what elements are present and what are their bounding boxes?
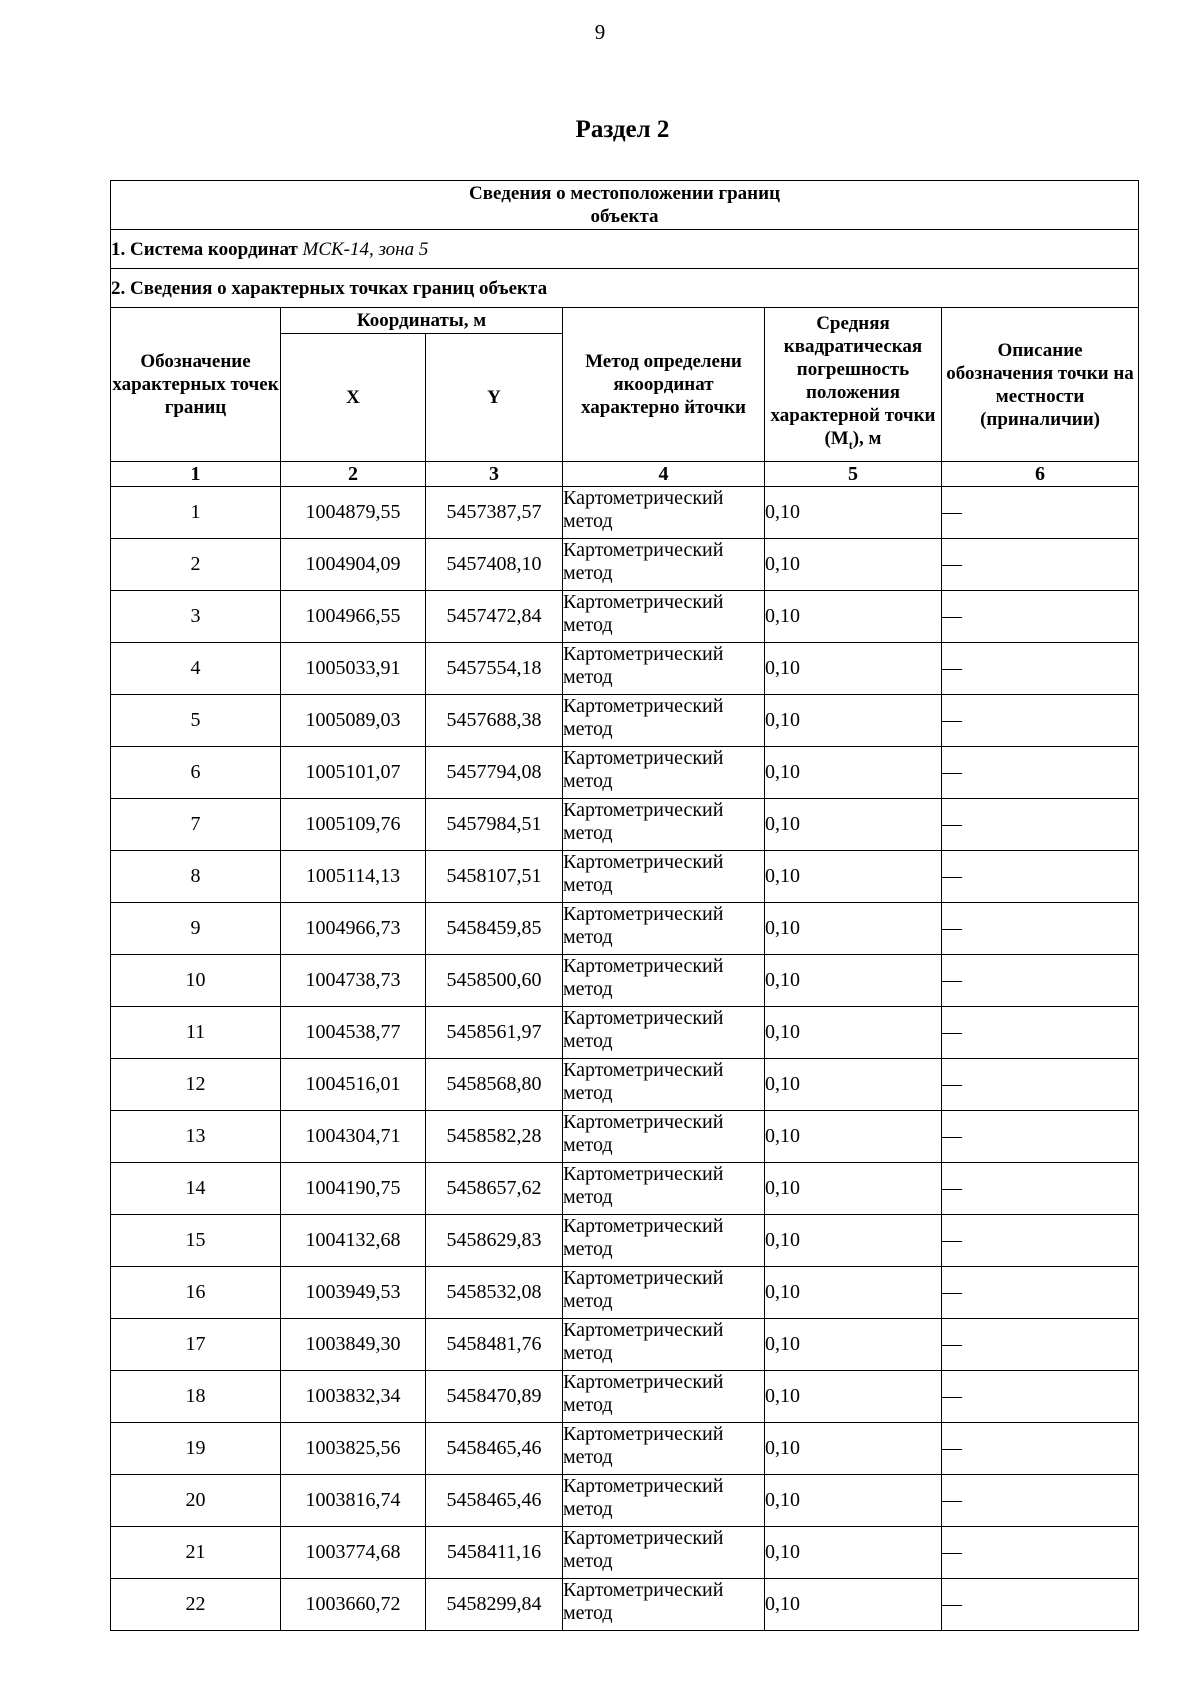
point-id-cell: 3 <box>111 591 281 643</box>
x-coordinate-cell: 1004190,75 <box>281 1163 426 1215</box>
y-coordinate-cell: 5457688,38 <box>426 695 563 747</box>
method-cell: Картометрический метод <box>563 1527 765 1579</box>
error-cell: 0,10 <box>765 695 942 747</box>
table-body <box>111 181 1139 1631</box>
y-coordinate-cell: 5458500,60 <box>426 955 563 1007</box>
coord-system-value: МСК-14, зона 5 <box>302 238 429 260</box>
y-coordinate-cell: 5458107,51 <box>426 851 563 903</box>
method-cell: Картометрический метод <box>563 747 765 799</box>
header-error <box>765 308 942 462</box>
header-description: Описание обозначения точки на местности (приналичии) <box>942 308 1139 462</box>
table-title-line1: Сведения о местоположении границ <box>469 183 781 204</box>
error-cell: 0,10 <box>765 955 942 1007</box>
description-cell: — <box>942 1059 1139 1111</box>
error-cell: 0,10 <box>765 1163 942 1215</box>
point-id-cell: 6 <box>111 747 281 799</box>
table-row <box>111 695 1139 747</box>
description-cell: — <box>942 591 1139 643</box>
method-cell: Картометрический метод <box>563 1163 765 1215</box>
header-error-sub: t <box>848 437 853 452</box>
points-heading: 2. Сведения о характерных точках границ объекта <box>111 269 1139 308</box>
table-row <box>111 1579 1139 1631</box>
point-id-cell: 21 <box>111 1527 281 1579</box>
y-coordinate-cell: 5458470,89 <box>426 1371 563 1423</box>
table-row <box>111 1007 1139 1059</box>
y-coordinate-cell: 5458481,76 <box>426 1319 563 1371</box>
method-cell: Картометрический метод <box>563 643 765 695</box>
x-coordinate-cell: 1004904,09 <box>281 539 426 591</box>
point-id-cell: 8 <box>111 851 281 903</box>
boundary-points-table <box>110 180 1139 1631</box>
y-coordinate-cell: 5458629,83 <box>426 1215 563 1267</box>
description-cell: — <box>942 851 1139 903</box>
point-id-cell: 11 <box>111 1007 281 1059</box>
table-row <box>111 1111 1139 1163</box>
x-coordinate-cell: 1004966,73 <box>281 903 426 955</box>
description-cell: — <box>942 487 1139 539</box>
y-coordinate-cell: 5458411,16 <box>426 1527 563 1579</box>
point-id-cell: 20 <box>111 1475 281 1527</box>
description-cell: — <box>942 747 1139 799</box>
x-coordinate-cell: 1005033,91 <box>281 643 426 695</box>
error-cell: 0,10 <box>765 539 942 591</box>
table-row <box>111 591 1139 643</box>
x-coordinate-cell: 1003949,53 <box>281 1267 426 1319</box>
header-designation: Обозначение характерных точек границ <box>111 308 281 462</box>
point-id-cell: 13 <box>111 1111 281 1163</box>
table-row <box>111 1267 1139 1319</box>
error-cell: 0,10 <box>765 1371 942 1423</box>
description-cell: — <box>942 539 1139 591</box>
x-coordinate-cell: 1004538,77 <box>281 1007 426 1059</box>
description-cell: — <box>942 903 1139 955</box>
coord-system-row <box>111 230 1139 269</box>
point-id-cell: 19 <box>111 1423 281 1475</box>
point-id-cell: 1 <box>111 487 281 539</box>
description-cell: — <box>942 1111 1139 1163</box>
point-id-cell: 15 <box>111 1215 281 1267</box>
method-cell: Картометрический метод <box>563 1475 765 1527</box>
x-coordinate-cell: 1004132,68 <box>281 1215 426 1267</box>
table-row <box>111 1163 1139 1215</box>
point-id-cell: 18 <box>111 1371 281 1423</box>
error-cell: 0,10 <box>765 487 942 539</box>
error-cell: 0,10 <box>765 1059 942 1111</box>
column-number-row <box>111 462 1139 487</box>
x-coordinate-cell: 1004879,55 <box>281 487 426 539</box>
x-coordinate-cell: 1003816,74 <box>281 1475 426 1527</box>
section-title: Раздел 2 <box>575 116 670 143</box>
method-cell: Картометрический метод <box>563 955 765 1007</box>
error-cell: 0,10 <box>765 1215 942 1267</box>
point-id-cell: 12 <box>111 1059 281 1111</box>
y-coordinate-cell: 5458568,80 <box>426 1059 563 1111</box>
y-coordinate-cell: 5457408,10 <box>426 539 563 591</box>
y-coordinate-cell: 5457554,18 <box>426 643 563 695</box>
coord-system-label: 1. Система координат <box>111 238 298 260</box>
x-coordinate-cell: 1005089,03 <box>281 695 426 747</box>
y-coordinate-cell: 5458459,85 <box>426 903 563 955</box>
y-coordinate-cell: 5457984,51 <box>426 799 563 851</box>
header-x: X <box>281 334 426 462</box>
x-coordinate-cell: 1004738,73 <box>281 955 426 1007</box>
table-row <box>111 487 1139 539</box>
table-row <box>111 799 1139 851</box>
x-coordinate-cell: 1005101,07 <box>281 747 426 799</box>
x-coordinate-cell: 1005109,76 <box>281 799 426 851</box>
method-cell: Картометрический метод <box>563 903 765 955</box>
point-id-cell: 16 <box>111 1267 281 1319</box>
method-cell: Картометрический метод <box>563 539 765 591</box>
method-cell: Картометрический метод <box>563 1059 765 1111</box>
table-row <box>111 851 1139 903</box>
method-cell: Картометрический метод <box>563 1423 765 1475</box>
description-cell: — <box>942 1579 1139 1631</box>
table-row <box>111 539 1139 591</box>
description-cell: — <box>942 1475 1139 1527</box>
header-method: Метод определени якоординат характерно йточки <box>563 308 765 462</box>
table-row <box>111 1215 1139 1267</box>
column-number: 6 <box>942 462 1139 487</box>
point-id-cell: 17 <box>111 1319 281 1371</box>
method-cell: Картометрический метод <box>563 1111 765 1163</box>
y-coordinate-cell: 5457387,57 <box>426 487 563 539</box>
table-row <box>111 747 1139 799</box>
point-id-cell: 2 <box>111 539 281 591</box>
table-row <box>111 1371 1139 1423</box>
y-coordinate-cell: 5458299,84 <box>426 1579 563 1631</box>
x-coordinate-cell: 1003774,68 <box>281 1527 426 1579</box>
error-cell: 0,10 <box>765 1475 942 1527</box>
error-cell: 0,10 <box>765 799 942 851</box>
method-cell: Картометрический метод <box>563 695 765 747</box>
error-cell: 0,10 <box>765 1527 942 1579</box>
y-coordinate-cell: 5457794,08 <box>426 747 563 799</box>
method-cell: Картометрический метод <box>563 851 765 903</box>
error-cell: 0,10 <box>765 903 942 955</box>
error-cell: 0,10 <box>765 1007 942 1059</box>
error-cell: 0,10 <box>765 851 942 903</box>
error-cell: 0,10 <box>765 643 942 695</box>
table-title <box>111 181 1139 230</box>
error-cell: 0,10 <box>765 1423 942 1475</box>
point-id-cell: 10 <box>111 955 281 1007</box>
column-number: 3 <box>426 462 563 487</box>
point-id-cell: 4 <box>111 643 281 695</box>
description-cell: — <box>942 1267 1139 1319</box>
description-cell: — <box>942 1423 1139 1475</box>
x-coordinate-cell: 1004516,01 <box>281 1059 426 1111</box>
x-coordinate-cell: 1003660,72 <box>281 1579 426 1631</box>
x-coordinate-cell: 1003849,30 <box>281 1319 426 1371</box>
column-number: 5 <box>765 462 942 487</box>
table-row <box>111 903 1139 955</box>
x-coordinate-cell: 1005114,13 <box>281 851 426 903</box>
column-number: 2 <box>281 462 426 487</box>
method-cell: Картометрический метод <box>563 1267 765 1319</box>
column-number: 4 <box>563 462 765 487</box>
x-coordinate-cell: 1004304,71 <box>281 1111 426 1163</box>
page-number: 9 <box>594 20 606 44</box>
point-id-cell: 7 <box>111 799 281 851</box>
error-cell: 0,10 <box>765 1319 942 1371</box>
description-cell: — <box>942 799 1139 851</box>
description-cell: — <box>942 1527 1139 1579</box>
method-cell: Картометрический метод <box>563 591 765 643</box>
table-title-line2: объекта <box>590 206 659 227</box>
error-cell: 0,10 <box>765 591 942 643</box>
point-id-cell: 14 <box>111 1163 281 1215</box>
table-row <box>111 955 1139 1007</box>
method-cell: Картометрический метод <box>563 1215 765 1267</box>
y-coordinate-cell: 5458561,97 <box>426 1007 563 1059</box>
x-coordinate-cell: 1003825,56 <box>281 1423 426 1475</box>
y-coordinate-cell: 5458582,28 <box>426 1111 563 1163</box>
description-cell: — <box>942 955 1139 1007</box>
y-coordinate-cell: 5457472,84 <box>426 591 563 643</box>
description-cell: — <box>942 1007 1139 1059</box>
y-coordinate-cell: 5458532,08 <box>426 1267 563 1319</box>
table-row <box>111 1423 1139 1475</box>
method-cell: Картометрический метод <box>563 1579 765 1631</box>
y-coordinate-cell: 5458657,62 <box>426 1163 563 1215</box>
header-coordinates: Координаты, м <box>281 308 563 334</box>
y-coordinate-cell: 5458465,46 <box>426 1423 563 1475</box>
error-cell: 0,10 <box>765 1111 942 1163</box>
description-cell: — <box>942 695 1139 747</box>
method-cell: Картометрический метод <box>563 799 765 851</box>
error-cell: 0,10 <box>765 747 942 799</box>
x-coordinate-cell: 1003832,34 <box>281 1371 426 1423</box>
point-id-cell: 9 <box>111 903 281 955</box>
description-cell: — <box>942 1371 1139 1423</box>
description-cell: — <box>942 1319 1139 1371</box>
method-cell: Картометрический метод <box>563 1371 765 1423</box>
point-id-cell: 22 <box>111 1579 281 1631</box>
table-row <box>111 643 1139 695</box>
header-error-tail: ), м <box>852 428 882 450</box>
point-id-cell: 5 <box>111 695 281 747</box>
header-y: Y <box>426 334 563 462</box>
y-coordinate-cell: 5458465,46 <box>426 1475 563 1527</box>
error-cell: 0,10 <box>765 1267 942 1319</box>
header-error-main: Средняя квадратическая погрешность положения характерной точки (M <box>770 313 936 450</box>
method-cell: Картометрический метод <box>563 1007 765 1059</box>
table-row <box>111 1527 1139 1579</box>
description-cell: — <box>942 643 1139 695</box>
error-cell: 0,10 <box>765 1579 942 1631</box>
description-cell: — <box>942 1163 1139 1215</box>
table-row <box>111 1475 1139 1527</box>
description-cell: — <box>942 1215 1139 1267</box>
method-cell: Картометрический метод <box>563 487 765 539</box>
x-coordinate-cell: 1004966,55 <box>281 591 426 643</box>
table-row <box>111 1319 1139 1371</box>
table-row <box>111 1059 1139 1111</box>
column-number: 1 <box>111 462 281 487</box>
method-cell: Картометрический метод <box>563 1319 765 1371</box>
